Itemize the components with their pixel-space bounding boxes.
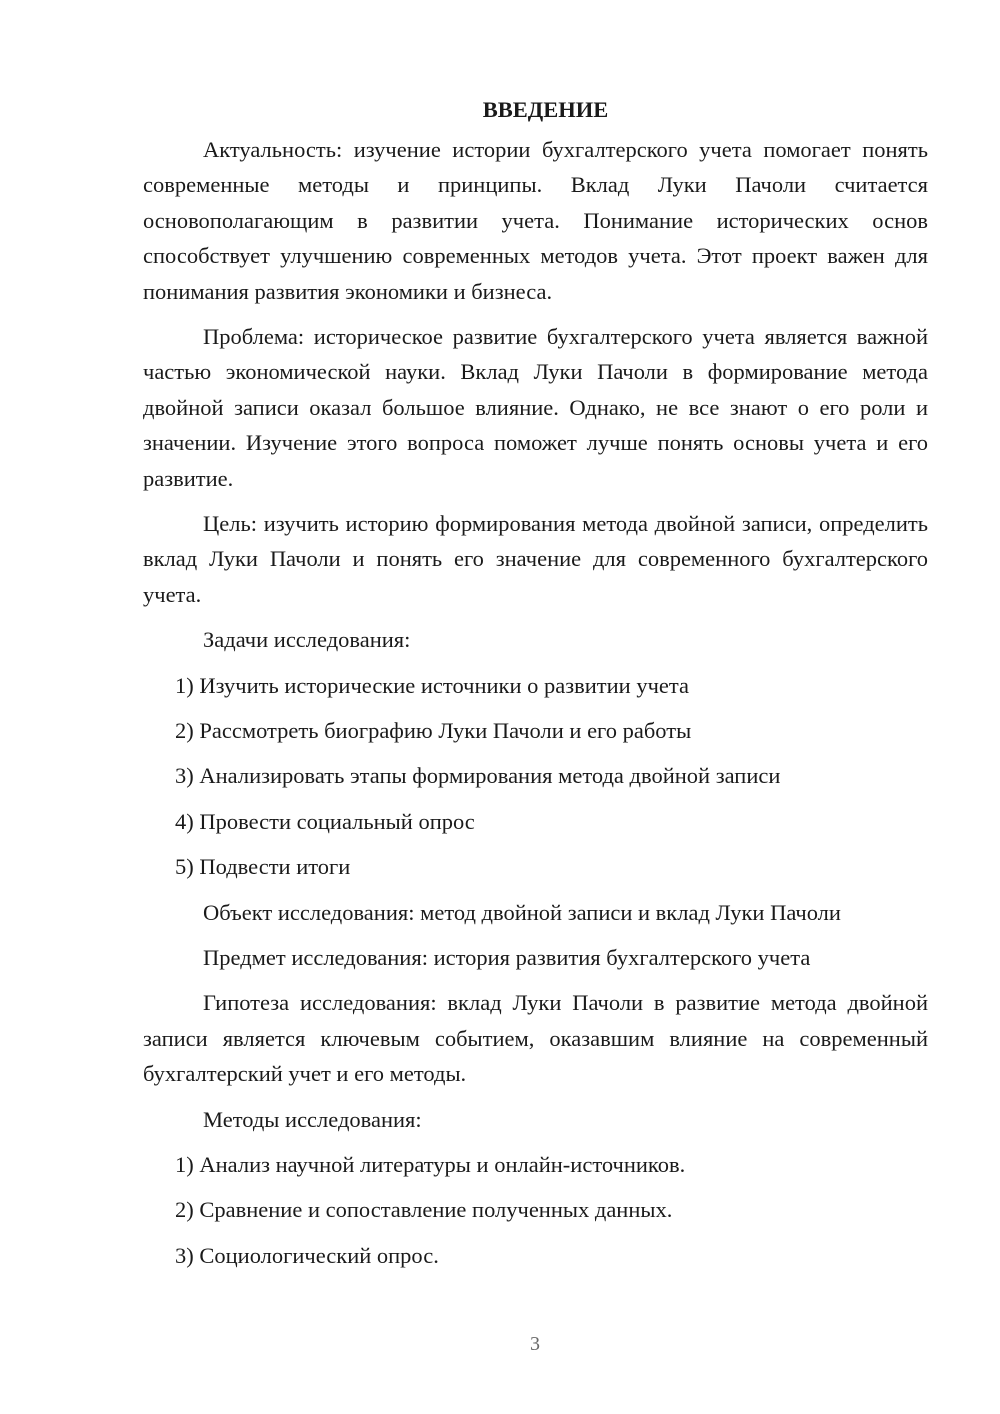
method-item: 3) Социологический опрос.	[175, 1242, 439, 1268]
task-item: 3) Анализировать этапы формирования метода двойной записи	[175, 763, 781, 789]
method-item: 2) Сравнение и сопоставление полученных данных.	[175, 1197, 673, 1223]
research-object: Объект исследования: метод двойной записи и вклад Луки Пачоли	[203, 899, 841, 925]
tasks-heading: Задачи исследования:	[203, 627, 411, 653]
task-item: 1) Изучить исторические источники о развитии учета	[175, 672, 689, 698]
page-number: 3	[530, 1333, 540, 1355]
problem-paragraph: Проблема: историческое развитие бухгалтерского учета является важной частью экономической науки. Вклад Луки Пачоли в формирование метода двойной записи оказал большое влияние. Однако, не все знают о его роли и значении. Изучение этого вопроса поможет лучше понять основы учета и его развитие.	[143, 324, 928, 491]
relevance-paragraph: Актуальность: изучение истории бухгалтерского учета помогает понять современные методы и принципы. Вклад Луки Пачоли считается основополагающим в развитии учета. Понимание исторических основ способствует улучшению современных методов учета. Этот проект важен для понимания развития экономики и бизнеса.	[143, 137, 928, 304]
hypothesis-paragraph: Гипотеза исследования: вклад Луки Пачоли в развитие метода двойной записи является ключевым событием, оказавшим влияние на современный бухгалтерский учет и его методы.	[143, 990, 928, 1087]
document-page	[143, 92, 928, 1283]
goal-paragraph: Цель: изучить историю формирования метода двойной записи, определить вклад Луки Пачоли и понять его значение для современного бухгалтерского учета.	[143, 511, 928, 607]
task-item: 4) Провести социальный опрос	[175, 808, 475, 834]
method-item: 1) Анализ научной литературы и онлайн-источников.	[175, 1152, 686, 1178]
task-item: 2) Рассмотреть биографию Луки Пачоли и его работы	[175, 718, 692, 744]
section-title: ВВЕДЕНИЕ	[482, 97, 609, 122]
task-item: 5) Подвести итоги	[175, 854, 351, 880]
methods-heading: Методы исследования:	[203, 1106, 422, 1132]
research-subject: Предмет исследования: история развития бухгалтерского учета	[203, 945, 811, 971]
